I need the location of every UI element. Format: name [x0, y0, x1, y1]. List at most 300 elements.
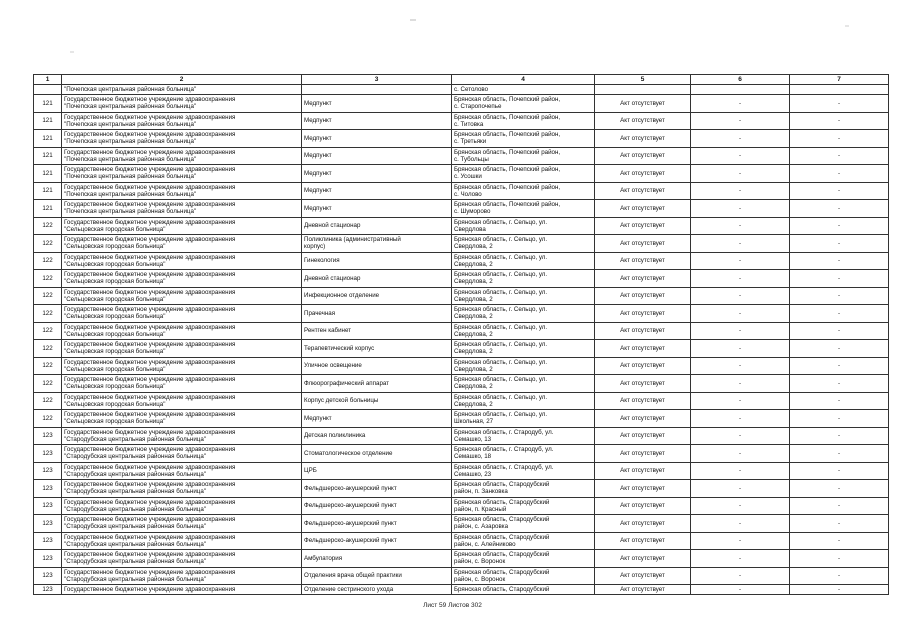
cell-text-line: Брянская область, г. Сельцо, ул. [454, 393, 548, 401]
organization-cell [62, 130, 302, 148]
cell-text-line: 122 [42, 344, 53, 352]
column-6-cell [691, 147, 790, 165]
organization-cell [62, 427, 302, 445]
act-status-cell [595, 480, 691, 498]
object-name-cell [302, 480, 452, 498]
cell-text-line: "Сельцовская городская больница" [64, 225, 166, 233]
object-name-cell [302, 85, 452, 95]
cell-text-line: ЦРБ [304, 467, 317, 475]
row-number-cell [34, 375, 62, 393]
cell-text-line: корпус) [304, 243, 326, 251]
cell-text-line: - [837, 362, 841, 370]
object-name-cell [302, 392, 452, 410]
cell-text-line: 121 [42, 99, 53, 107]
address-cell [452, 112, 595, 130]
act-status-cell [595, 392, 691, 410]
cell-text-line: Брянская область, Почепский район, [454, 148, 561, 156]
cell-text-line: "Почепская центральная районная больница" [64, 103, 197, 111]
row-number-cell [34, 270, 62, 288]
cell-text-line: Брянская область, г. Стародуб, ул. [454, 446, 554, 454]
column-6-cell [691, 567, 790, 585]
column-6-cell [691, 165, 790, 183]
column-7-cell [790, 480, 889, 498]
act-status-cell [595, 462, 691, 480]
cell-text-line: Акт отсутствует [620, 187, 665, 195]
address-cell [452, 165, 595, 183]
table-row [34, 322, 889, 340]
cell-text-line: Акт отсутствует [620, 362, 665, 370]
cell-text-line: - [738, 554, 742, 562]
address-cell [452, 200, 595, 218]
cell-text-line: - [738, 467, 742, 475]
row-number-cell [34, 112, 62, 130]
cell-text-line: - [837, 379, 841, 387]
row-number-cell [34, 85, 62, 95]
cell-text-line: - [738, 117, 742, 125]
table-row [34, 305, 889, 323]
row-number-cell [34, 287, 62, 305]
cell-text-line: - [738, 169, 742, 177]
act-status-cell [595, 427, 691, 445]
cell-text-line: - [738, 502, 742, 510]
column-6-cell [691, 182, 790, 200]
cell-text-line: - [738, 449, 742, 457]
column-6-cell [691, 515, 790, 533]
act-status-cell [595, 357, 691, 375]
cell-text-line: Отделения врача общей практики [304, 572, 402, 580]
act-status-cell [595, 165, 691, 183]
cell-text-line: Брянская область, Стародубский [454, 551, 550, 559]
cell-text-line: "Сельцовская городская больница" [64, 348, 166, 356]
cell-text-line: Государственное бюджетное учреждение здравоохранения [64, 306, 236, 314]
object-name-cell [302, 410, 452, 428]
cell-text-line: Государственное бюджетное учреждение здравоохранения [64, 253, 236, 261]
address-cell [452, 235, 595, 253]
cell-text-line: Семашко, 18 [454, 453, 492, 461]
cell-text-line: 123 [42, 502, 53, 510]
row-number-cell [34, 532, 62, 550]
row-number-cell [34, 410, 62, 428]
act-status-cell [595, 235, 691, 253]
address-cell [452, 85, 595, 95]
cell-text-line: с. Усошки [454, 173, 482, 181]
organization-cell [62, 112, 302, 130]
address-cell [452, 567, 595, 585]
cell-text-line: Акт отсутствует [620, 467, 665, 475]
cell-text-line: Брянская область, Почепский район, [454, 96, 561, 104]
organization-cell [62, 217, 302, 235]
object-name-cell [302, 112, 452, 130]
cell-text-line: Свердлова, 2 [454, 400, 493, 408]
act-status-cell [595, 497, 691, 515]
object-name-cell [302, 182, 452, 200]
table-row [34, 340, 889, 358]
table-row [34, 252, 889, 270]
cell-text-line: "Почепская центральная районная больница" [64, 138, 197, 146]
cell-text-line: Акт отсутствует [620, 502, 665, 510]
column-6-cell [691, 445, 790, 463]
cell-text-line: с. Тубольцы [454, 155, 489, 163]
cell-text-line: Брянская область, г. Сельцо, ул. [454, 288, 548, 296]
address-cell [452, 585, 595, 595]
organization-cell [62, 287, 302, 305]
column-7-cell [790, 322, 889, 340]
column-7-cell [790, 532, 889, 550]
cell-text-line: Акт отсутствует [620, 519, 665, 527]
cell-text-line: Брянская область, Почепский район, [454, 113, 561, 121]
object-name-cell [302, 550, 452, 568]
col-header-7: 7 [790, 75, 889, 85]
cell-text-line: "Стародубская центральная районная больница" [64, 575, 206, 583]
cell-text-line: "Почепская центральная районная больница" [64, 190, 197, 198]
cell-text-line: - [738, 274, 742, 282]
cell-text-line: 121 [42, 152, 53, 160]
cell-text-line: "Стародубская центральная районная больница" [64, 523, 206, 531]
cell-text-line: Флюорографический аппарат [304, 379, 390, 387]
act-status-cell [595, 445, 691, 463]
cell-text-line: - [837, 414, 841, 422]
cell-text-line: 122 [42, 257, 53, 265]
column-7-cell [790, 375, 889, 393]
cell-text-line: Акт отсутствует [620, 99, 665, 107]
organization-cell [62, 235, 302, 253]
column-6-cell [691, 532, 790, 550]
act-status-cell [595, 217, 691, 235]
column-6-cell [691, 427, 790, 445]
cell-text-line: Свердлова, 2 [454, 243, 493, 251]
row-number-cell [34, 515, 62, 533]
cell-text-line: с. Шуморово [454, 208, 491, 216]
cell-text-line: Акт отсутствует [620, 585, 665, 593]
cell-text-line: "Сельцовская городская больница" [64, 418, 166, 426]
page-footer: Лист 59 Листов 302 [423, 602, 482, 609]
table-row [34, 287, 889, 305]
address-cell [452, 357, 595, 375]
cell-text-line: Государственное бюджетное учреждение здравоохранения [64, 96, 236, 104]
cell-text-line: 123 [42, 537, 53, 545]
column-6-cell [691, 270, 790, 288]
cell-text-line: - [738, 204, 742, 212]
cell-text-line: Брянская область, Стародубский [454, 533, 550, 541]
organization-cell [62, 585, 302, 595]
cell-text-line: Дневной стационар [304, 222, 361, 230]
table-row [34, 375, 889, 393]
column-7-cell [790, 235, 889, 253]
organization-cell [62, 182, 302, 200]
cell-text-line: Брянская область, г. Сельцо, ул. [454, 358, 548, 366]
cell-text-line: с. Сетолово [454, 85, 489, 93]
cell-text-line: Фельдшерско-акушерский пункт [304, 484, 397, 492]
cell-text-line: 122 [42, 379, 53, 387]
cell-text-line: - [837, 449, 841, 457]
cell-text-line: "Почепская центральная районная больница" [64, 155, 197, 163]
table-row [34, 515, 889, 533]
organization-cell [62, 85, 302, 95]
organization-cell [62, 95, 302, 113]
organization-cell [62, 270, 302, 288]
cell-text-line: - [837, 169, 841, 177]
table-row [34, 85, 889, 95]
address-cell [452, 340, 595, 358]
cell-text-line: "Сельцовская городская больница" [64, 278, 166, 286]
cell-text-line: Брянская область, Стародубский [454, 585, 550, 593]
column-6-cell [691, 85, 790, 95]
organization-cell [62, 322, 302, 340]
cell-text-line: Свердлова [454, 225, 486, 233]
cell-text-line: - [738, 187, 742, 195]
object-name-cell [302, 462, 452, 480]
row-number-cell [34, 252, 62, 270]
column-6-cell [691, 287, 790, 305]
cell-text-line: - [738, 309, 742, 317]
cell-text-line: Государственное бюджетное учреждение здравоохранения [64, 218, 236, 226]
cell-text-line: Инфекционное отделение [304, 292, 380, 300]
table-row [34, 567, 889, 585]
column-7-cell [790, 567, 889, 585]
row-number-cell [34, 392, 62, 410]
column-7-cell [790, 445, 889, 463]
cell-text-line: Акт отсутствует [620, 309, 665, 317]
cell-text-line: - [837, 484, 841, 492]
organization-cell [62, 165, 302, 183]
cell-text-line: район, с. Алейниково [454, 540, 516, 548]
cell-text-line: Свердлова, 2 [454, 313, 493, 321]
column-6-cell [691, 235, 790, 253]
column-7-cell [790, 427, 889, 445]
cell-text-line: Государственное бюджетное учреждение здравоохранения [64, 446, 236, 454]
act-status-cell [595, 95, 691, 113]
cell-text-line: Акт отсутствует [620, 344, 665, 352]
column-7-cell [790, 357, 889, 375]
cell-text-line: 123 [42, 572, 53, 580]
object-name-cell [302, 322, 452, 340]
cell-text-line: - [837, 152, 841, 160]
address-cell [452, 445, 595, 463]
cell-text-line: Амбулатория [304, 554, 343, 562]
cell-text-line: Брянская область, г. Сельцо, ул. [454, 306, 548, 314]
cell-text-line: - [738, 134, 742, 142]
table-row [34, 165, 889, 183]
table-row [34, 532, 889, 550]
column-6-cell [691, 410, 790, 428]
cell-text-line: Акт отсутствует [620, 414, 665, 422]
cell-text-line: Акт отсутствует [620, 257, 665, 265]
organization-cell [62, 480, 302, 498]
column-7-cell [790, 550, 889, 568]
table-row [34, 445, 889, 463]
cell-text-line: - [738, 585, 742, 593]
cell-text-line: 123 [42, 449, 53, 457]
object-name-cell [302, 532, 452, 550]
cell-text-line: Акт отсутствует [620, 572, 665, 580]
cell-text-line: - [837, 585, 841, 593]
cell-text-line: Акт отсутствует [620, 239, 665, 247]
cell-text-line: - [837, 274, 841, 282]
cell-text-line: 122 [42, 292, 53, 300]
cell-text-line: Свердлова, 2 [454, 330, 493, 338]
act-status-cell [595, 340, 691, 358]
object-name-cell [302, 427, 452, 445]
table-row [34, 182, 889, 200]
address-cell [452, 532, 595, 550]
cell-text-line: Государственное бюджетное учреждение здравоохранения [64, 585, 236, 593]
cell-text-line: Брянская область, Почепский район, [454, 201, 561, 209]
row-number-cell [34, 95, 62, 113]
cell-text-line: Свердлова, 2 [454, 260, 493, 268]
row-number-cell [34, 427, 62, 445]
column-6-cell [691, 392, 790, 410]
column-7-cell [790, 287, 889, 305]
cell-text-line: "Почепская центральная районная больница" [64, 85, 197, 93]
address-cell [452, 462, 595, 480]
cell-text-line: Свердлова, 2 [454, 278, 493, 286]
cell-text-line: Дневной стационар [304, 274, 361, 282]
cell-text-line: Брянская область, Почепский район, [454, 166, 561, 174]
object-name-cell [302, 270, 452, 288]
column-6-cell [691, 95, 790, 113]
cell-text-line: Свердлова, 2 [454, 365, 493, 373]
cell-text-line: Брянская область, г. Стародуб, ул. [454, 428, 554, 436]
cell-text-line: - [738, 152, 742, 160]
cell-text-line: Свердлова, 2 [454, 383, 493, 391]
cell-text-line: Медпункт [304, 134, 332, 142]
cell-text-line: - [738, 222, 742, 230]
cell-text-line: - [738, 572, 742, 580]
table-row [34, 497, 889, 515]
cell-text-line: "Сельцовская городская больница" [64, 295, 166, 303]
act-status-cell [595, 200, 691, 218]
object-name-cell [302, 95, 452, 113]
column-6-cell [691, 112, 790, 130]
column-7-cell [790, 340, 889, 358]
header-row [34, 75, 889, 85]
cell-text-line: Детская поликлиника [304, 432, 366, 440]
cell-text-line: - [837, 309, 841, 317]
cell-text-line: - [837, 467, 841, 475]
organization-cell [62, 252, 302, 270]
cell-text-line: район, с. Воронок [454, 575, 506, 583]
cell-text-line: Брянская область, Стародубский [454, 568, 550, 576]
column-7-cell [790, 130, 889, 148]
cell-text-line: Свердлова, 2 [454, 295, 493, 303]
cell-text-line: - [837, 222, 841, 230]
cell-text-line: - [837, 134, 841, 142]
cell-text-line: - [738, 432, 742, 440]
cell-text-line: Корпус детской больницы [304, 397, 379, 405]
table-row [34, 357, 889, 375]
table-row [34, 130, 889, 148]
cell-text-line: - [837, 397, 841, 405]
cell-text-line: 122 [42, 397, 53, 405]
cell-text-line: Брянская область, г. Сельцо, ул. [454, 271, 548, 279]
column-7-cell [790, 392, 889, 410]
cell-text-line: 122 [42, 414, 53, 422]
cell-text-line: Государственное бюджетное учреждение здравоохранения [64, 498, 236, 506]
cell-text-line: Государственное бюджетное учреждение здравоохранения [64, 411, 236, 419]
address-cell [452, 375, 595, 393]
cell-text-line: - [738, 362, 742, 370]
table-row [34, 392, 889, 410]
cell-text-line: Свердлова, 2 [454, 348, 493, 356]
cell-text-line: Брянская область, Почепский район, [454, 131, 561, 139]
act-status-cell [595, 410, 691, 428]
column-6-cell [691, 217, 790, 235]
cell-text-line: Фельдшерско-акушерский пункт [304, 519, 397, 527]
object-name-cell [302, 445, 452, 463]
organization-cell [62, 567, 302, 585]
organization-cell [62, 532, 302, 550]
organization-cell [62, 515, 302, 533]
organization-cell [62, 375, 302, 393]
object-name-cell [302, 340, 452, 358]
address-cell [452, 217, 595, 235]
cell-text-line: район, п. Занковка [454, 488, 508, 496]
column-7-cell [790, 410, 889, 428]
cell-text-line: Медпункт [304, 187, 332, 195]
column-7-cell [790, 497, 889, 515]
column-7-cell [790, 95, 889, 113]
cell-text-line: Медпункт [304, 117, 332, 125]
row-number-cell [34, 585, 62, 595]
cell-text-line: - [837, 204, 841, 212]
cell-text-line: "Почепская центральная районная больница" [64, 208, 197, 216]
cell-text-line: - [738, 344, 742, 352]
organization-cell [62, 462, 302, 480]
cell-text-line: Акт отсутствует [620, 537, 665, 545]
cell-text-line: Государственное бюджетное учреждение здравоохранения [64, 148, 236, 156]
cell-text-line: 123 [42, 585, 53, 593]
cell-text-line: Государственное бюджетное учреждение здравоохранения [64, 516, 236, 524]
cell-text-line: "Стародубская центральная районная больница" [64, 540, 206, 548]
column-7-cell [790, 85, 889, 95]
cell-text-line: - [738, 239, 742, 247]
column-7-cell [790, 217, 889, 235]
cell-text-line: Акт отсутствует [620, 484, 665, 492]
cell-text-line: Медпункт [304, 414, 332, 422]
object-name-cell [302, 130, 452, 148]
object-name-cell [302, 217, 452, 235]
organization-cell [62, 305, 302, 323]
object-name-cell [302, 147, 452, 165]
address-cell [452, 410, 595, 428]
row-number-cell [34, 550, 62, 568]
row-number-cell [34, 497, 62, 515]
cell-text-line: Акт отсутствует [620, 134, 665, 142]
cell-text-line: - [738, 257, 742, 265]
cell-text-line: Стоматологическое отделение [304, 449, 393, 457]
cell-text-line: Брянская область, Стародубский [454, 498, 550, 506]
cell-text-line: - [837, 239, 841, 247]
cell-text-line: Рентген кабинет [304, 327, 352, 335]
row-number-cell [34, 182, 62, 200]
cell-text-line: Гинекология [304, 257, 340, 265]
object-name-cell [302, 567, 452, 585]
col-header-1: 1 [34, 75, 62, 85]
table-row [34, 270, 889, 288]
row-number-cell [34, 130, 62, 148]
cell-text-line: Брянская область, г. Стародуб, ул. [454, 463, 554, 471]
cell-text-line: 121 [42, 169, 53, 177]
column-7-cell [790, 305, 889, 323]
cell-text-line: 121 [42, 187, 53, 195]
column-7-cell [790, 515, 889, 533]
cell-text-line: 123 [42, 432, 53, 440]
cell-text-line: "Сельцовская городская больница" [64, 400, 166, 408]
cell-text-line: Государственное бюджетное учреждение здравоохранения [64, 481, 236, 489]
organization-cell [62, 392, 302, 410]
row-number-cell [34, 445, 62, 463]
cell-text-line: "Почепская центральная районная больница" [64, 120, 197, 128]
